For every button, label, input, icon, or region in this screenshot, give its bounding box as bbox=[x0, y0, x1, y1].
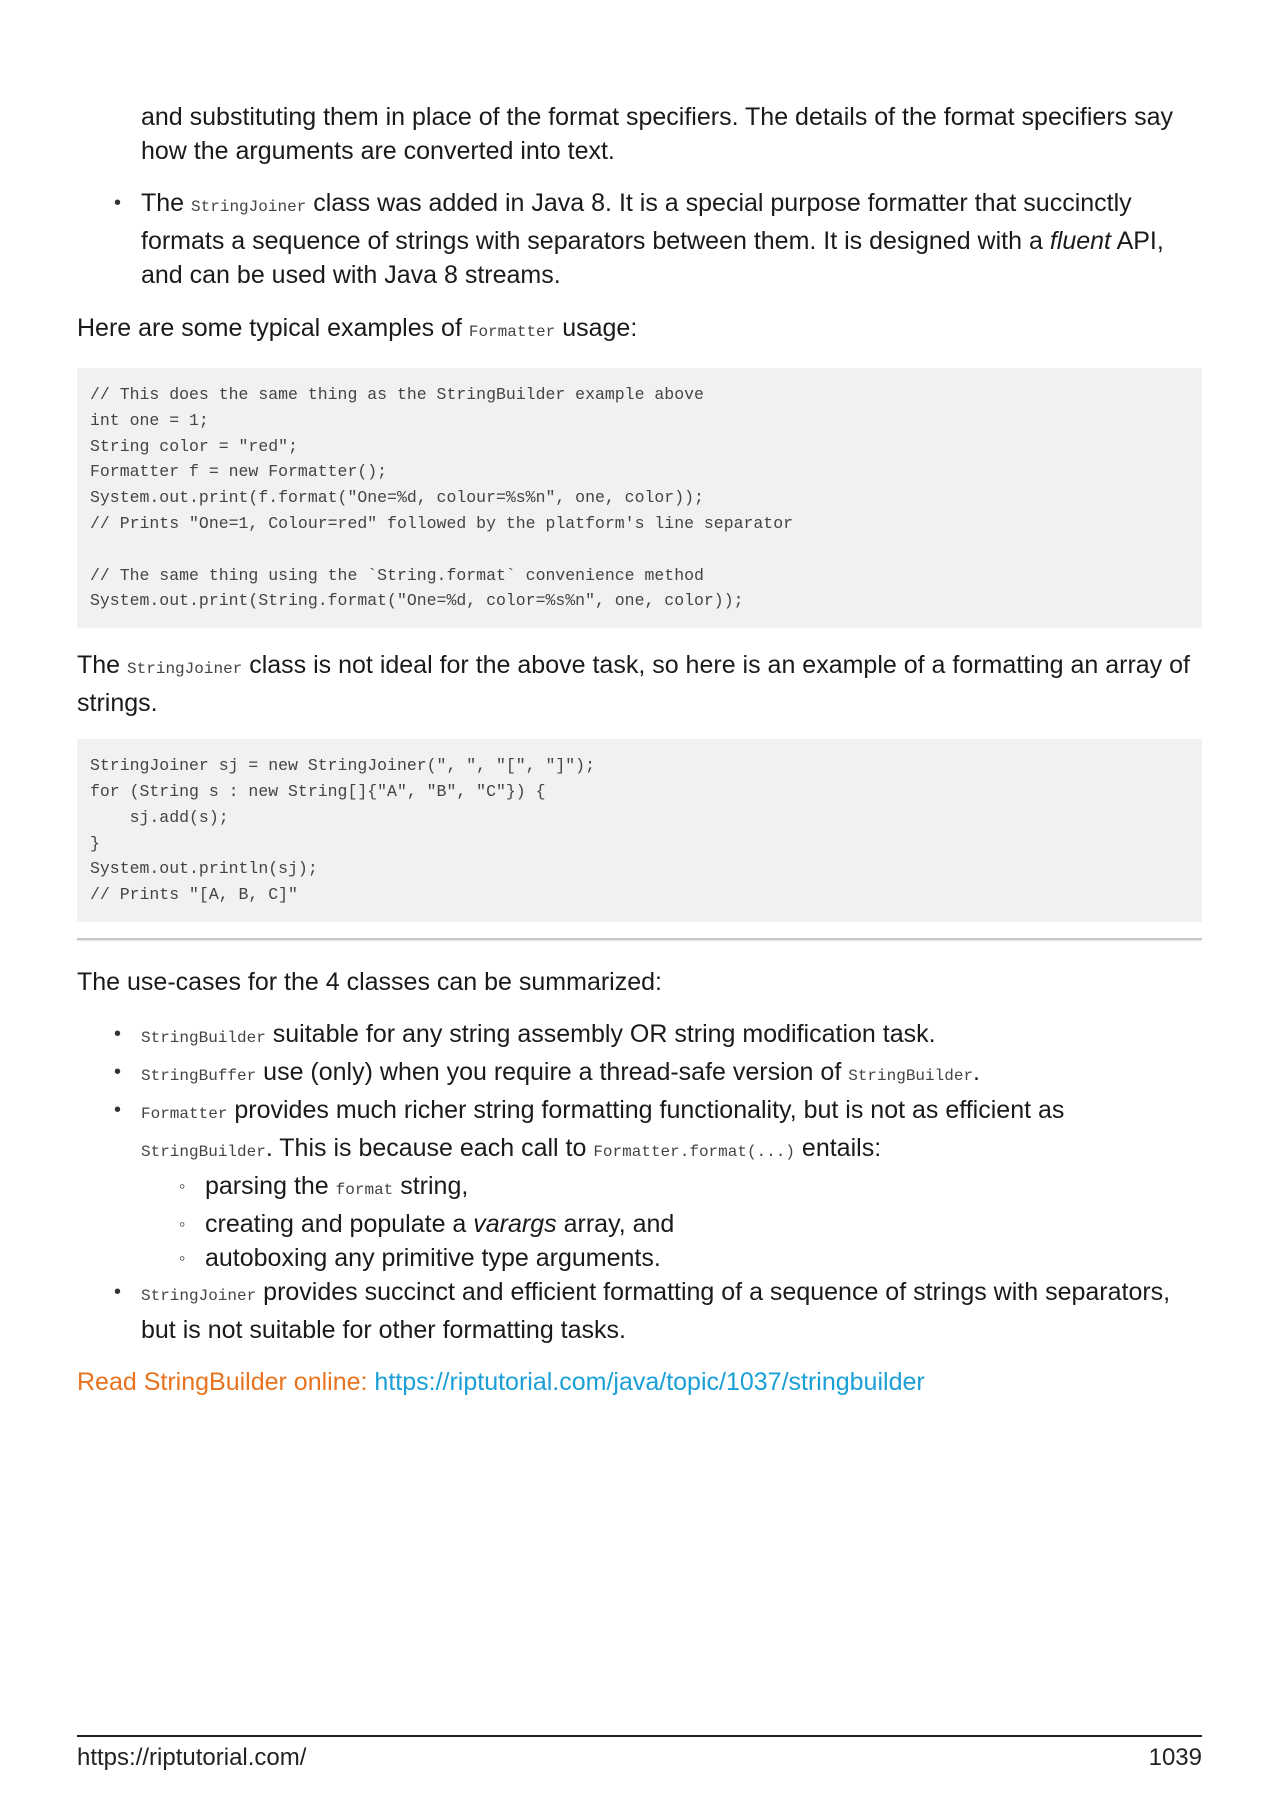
inline-code: StringBuilder bbox=[141, 1028, 266, 1047]
list-item: • StringBuilder suitable for any string assembly OR string modification task. bbox=[77, 1017, 1202, 1055]
code-block-formatter[interactable]: // This does the same thing as the StringBuilder example above int one = 1; String color = "red"; Formatter f = new Formatter(); System.out.print(f.format("One=%d, colour=%s%n", one, color)); // Prints "One=1, Colour=red" followed by the platform's line separator // The same thing using the `String.format` convenience method System.out.print(String.format("One=%d, color=%s%n", one, color)); bbox=[77, 368, 1202, 628]
code-block-stringjoiner[interactable]: StringJoiner sj = new StringJoiner(", ", "[", "]"); for (String s : new String[]{"A", "B", "C"}) { sj.add(s); } System.out.println(sj); // Prints "[A, B, C]" bbox=[77, 739, 1202, 922]
summary-intro: The use-cases for the 4 classes can be summarized: bbox=[77, 967, 662, 996]
sub-list-item: ◦ autoboxing any primitive type arguments. bbox=[77, 1241, 1202, 1275]
footer-site[interactable]: https://riptutorial.com/ bbox=[77, 1744, 307, 1771]
inline-code: StringJoiner bbox=[127, 660, 243, 679]
inline-code: format bbox=[335, 1180, 394, 1199]
inline-code: Formatter bbox=[141, 1104, 228, 1123]
read-online-label: Read StringBuilder online: bbox=[77, 1367, 368, 1396]
list-item: • StringJoiner provides succinct and efficient formatting of a sequence of strings with separators, but is not suitable for other formatting tasks. bbox=[77, 1275, 1202, 1347]
inline-code: Formatter bbox=[468, 323, 556, 341]
summary-list bbox=[77, 1017, 1202, 1347]
page-number: 1039 bbox=[1148, 1744, 1202, 1771]
divider bbox=[77, 938, 1202, 941]
stringjoiner-list bbox=[77, 186, 1202, 292]
footer-divider bbox=[77, 1735, 1202, 1737]
examples-intro: Here are some typical examples of Formatter usage: bbox=[77, 314, 638, 342]
sub-list-item: ◦ parsing the format string, bbox=[77, 1169, 1202, 1207]
list-item: • StringBuffer use (only) when you require a thread-safe version of StringBuilder. bbox=[77, 1055, 1202, 1093]
read-online-line bbox=[77, 1365, 1202, 1399]
intro-continuation: and substituting them in place of the format specifiers. The details of the format specifiers say how the arguments are converted into text. bbox=[141, 103, 1173, 165]
list-item: • The StringJoiner class was added in Java 8. It is a special purpose formatter that succinctly formats a sequence of strings with separators between them. It is designed with a fluent API, and can be used with Java 8 streams. bbox=[77, 186, 1202, 292]
inline-code: StringJoiner bbox=[141, 1286, 257, 1305]
inline-code: StringJoiner bbox=[191, 198, 307, 216]
page-footer bbox=[77, 1743, 1202, 1773]
list-item: • Formatter provides much richer string formatting functionality, but is not as efficient as StringBuilder. This is because each call to Formatter.format(...) entails: bbox=[77, 1093, 1202, 1169]
joiner-intro: The StringJoiner class is not ideal for the above task, so here is an example of a formatting an array of strings. bbox=[77, 651, 1190, 718]
read-online-link[interactable]: https://riptutorial.com/java/topic/1037/stringbuilder bbox=[374, 1367, 925, 1396]
inline-code: StringBuilder bbox=[141, 1142, 266, 1161]
sub-list-item: ◦ creating and populate a varargs array, and bbox=[77, 1207, 1202, 1241]
inline-code: StringBuffer bbox=[141, 1066, 257, 1085]
inline-code: StringBuilder bbox=[848, 1066, 974, 1085]
inline-code: Formatter.format(...) bbox=[593, 1142, 795, 1161]
page-content bbox=[77, 100, 1202, 1424]
